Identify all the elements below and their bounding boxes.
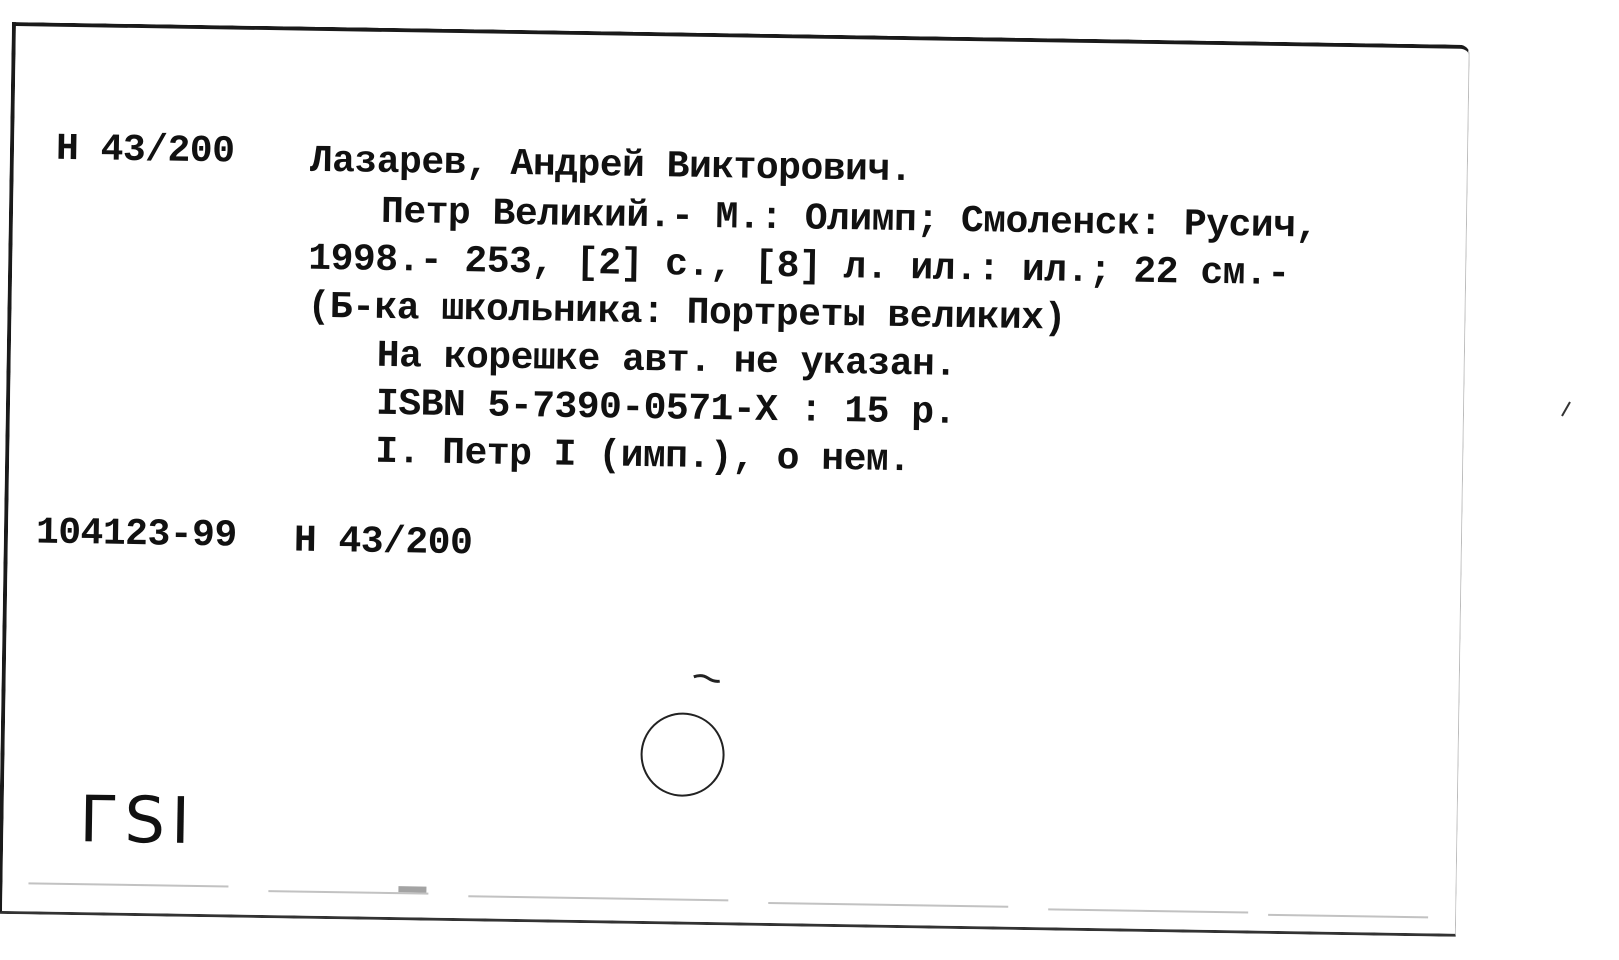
catalog-card [0,22,1470,937]
note-line: На корешке авт. не указан. [376,334,957,387]
edge-mark [1560,400,1572,420]
series-line: (Б-ка школьника: Портреты великих) [307,285,1067,341]
shelf-mark-top: Н 43/200 [55,127,235,174]
isbn-line: ISBN 5-7390-0571-X : 15 р. [375,382,957,435]
physical-description-line: 1998.- 253, [2] с., [8] л. ил.: ил.; 22 см.- [307,237,1290,297]
title-imprint-line: Петр Великий.- М.: Олимп; Смоленск: Русич, [380,190,1319,249]
pen-mark [692,673,722,683]
shelf-mark-bottom: Н 43/200 [293,519,473,566]
subject-line: I. Петр I (имп.), о нем. [374,430,911,483]
author-heading: Лазарев, Андрей Викторович. [309,139,913,193]
inventory-number: 104123-99 [35,511,238,558]
handwritten-note: ГSI [78,783,197,859]
